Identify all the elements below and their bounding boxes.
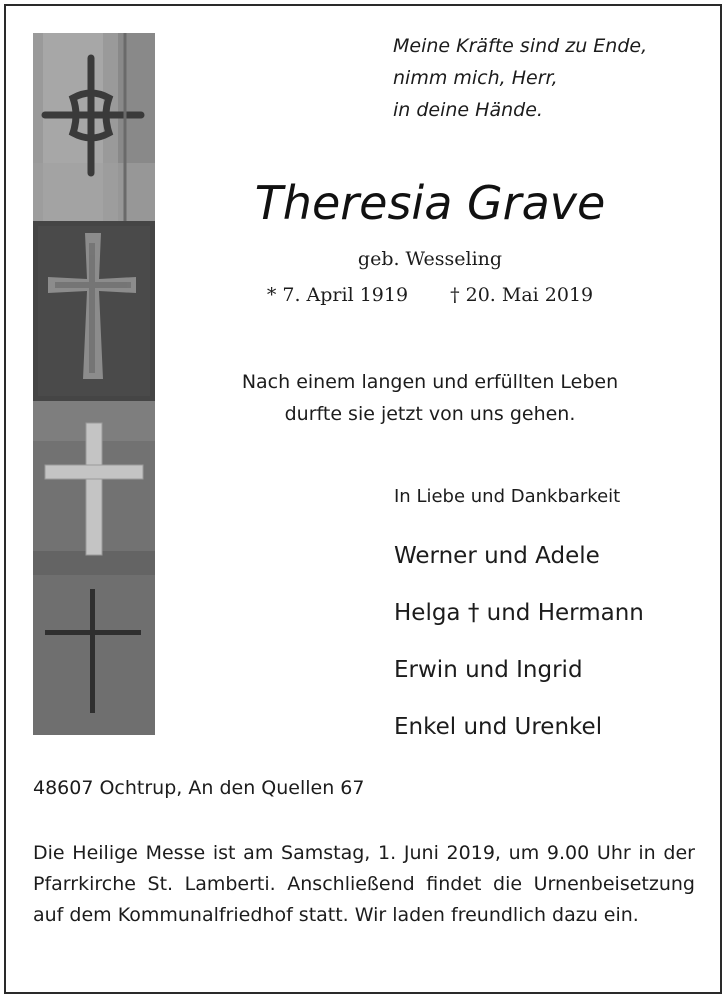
life-dates: [160, 284, 700, 306]
motto-line: nimm mich, Herr,: [393, 67, 558, 89]
mourner-entry: Enkel und Urenkel: [394, 714, 603, 740]
family-address: 48607 Ochtrup, An den Quellen 67: [33, 777, 365, 799]
light-stone-cross-image: [33, 401, 155, 575]
motto-verse: [393, 30, 713, 126]
motto-line: Meine Kräfte sind zu Ende,: [393, 35, 648, 57]
maiden-name: geb. Wesseling: [357, 248, 503, 270]
deceased-name: Theresia Grave: [254, 176, 606, 230]
mourners-list: [394, 536, 644, 764]
mourner-entry: Helga † und Hermann: [394, 600, 644, 626]
mourner-entry: Erwin und Ingrid: [394, 657, 583, 683]
funeral-service-text: Die Heilige Messe ist am Samstag, 1. Juni 2019, um 9.00 Uhr in der Pfarrkirche St. Lamberti. Anschließend findet die Urnenbeisetzung auf dem Kommunalfriedhof statt. Wir laden freundlich dazu ein.: [33, 842, 695, 926]
metal-cross-image: [33, 575, 155, 735]
farewell-line: Nach einem langen und erfüllten Leben: [241, 371, 619, 393]
motto-line: in deine Hände.: [393, 99, 543, 121]
mourners-intro: In Liebe und Dankbarkeit: [394, 486, 621, 507]
farewell-text: [160, 366, 700, 430]
stone-relief-cross-image: [33, 221, 155, 401]
death-date: † 20. Mai 2019: [450, 284, 594, 306]
birth-date: * 7. April 1919: [266, 284, 409, 306]
cross-photo-strip: [33, 33, 155, 735]
farewell-line: durfte sie jetzt von uns gehen.: [284, 403, 576, 425]
mourner-entry: Werner und Adele: [394, 543, 600, 569]
wrought-iron-cross-image: [33, 33, 155, 221]
